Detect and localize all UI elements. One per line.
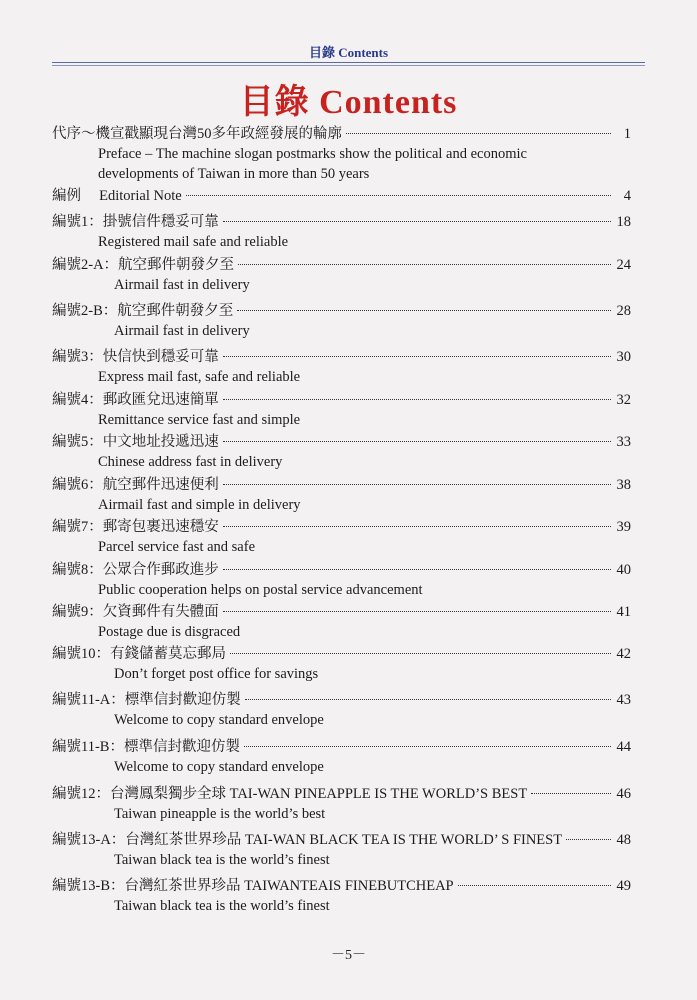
toc-entry-page: 39 bbox=[616, 519, 631, 535]
header-rule-secondary bbox=[52, 65, 645, 66]
toc-entry-row bbox=[52, 301, 631, 321]
toc-entry-page: 24 bbox=[616, 257, 631, 273]
dot-leader bbox=[223, 356, 611, 357]
toc-entry-label: 編號11-B：標準信封歡迎仿製 bbox=[52, 739, 240, 755]
toc-entry[interactable] bbox=[52, 784, 631, 824]
toc-entry-label: 代序～機宣戳顯現台灣50多年政經發展的輪廓 bbox=[52, 126, 342, 142]
dot-leader bbox=[238, 264, 611, 265]
toc-entry-row bbox=[52, 876, 631, 896]
dot-leader bbox=[237, 310, 611, 311]
toc-entry-page: 41 bbox=[616, 604, 631, 620]
toc-entry-label: 編號5：中文地址投遞迅速 bbox=[52, 434, 219, 450]
toc-entry-page: 18 bbox=[616, 214, 631, 230]
toc-entry-row bbox=[52, 517, 631, 537]
toc-entry-label: 編號11-A：標準信封歡迎仿製 bbox=[52, 692, 241, 708]
toc-entry-page: 42 bbox=[616, 646, 631, 662]
toc-entry-label: 編號2-A：航空郵件朝發夕至 bbox=[52, 257, 235, 273]
toc-entry-label: 編號7：郵寄包裹迅速穩安 bbox=[52, 519, 219, 535]
toc-entry-label: 編例 Editorial Note bbox=[52, 188, 182, 204]
page-title: 目錄 Contents bbox=[239, 84, 458, 121]
toc-entry-subtitle: Express mail fast, safe and reliable bbox=[98, 369, 301, 385]
toc-entry-label: 編號3：快信快到穩妥可靠 bbox=[52, 349, 219, 365]
toc-entry-label: 編號13-B：台灣紅茶世界珍品 TAIWANTEAIS FINEBUTCHEAP bbox=[52, 878, 454, 894]
toc-entry-row bbox=[52, 124, 631, 144]
toc-entry[interactable] bbox=[52, 186, 631, 206]
dot-leader bbox=[186, 195, 611, 196]
dot-leader bbox=[223, 399, 611, 400]
toc-entry[interactable] bbox=[52, 301, 631, 341]
toc-entry[interactable] bbox=[52, 124, 631, 184]
toc-entry-page: 40 bbox=[616, 562, 631, 578]
toc-entry-page: 49 bbox=[616, 878, 631, 894]
toc-entry[interactable] bbox=[52, 432, 631, 472]
toc-entry-row bbox=[52, 602, 631, 622]
toc-entry[interactable] bbox=[52, 602, 631, 642]
toc-entry-page: 30 bbox=[616, 349, 631, 365]
toc-entry-row bbox=[52, 432, 631, 452]
toc-entry-page: 1 bbox=[623, 126, 631, 142]
toc-entry-subtitle: Chinese address fast in delivery bbox=[98, 454, 283, 470]
toc-entry-label: 編號9：欠資郵件有失體面 bbox=[52, 604, 219, 620]
dot-leader bbox=[531, 793, 611, 794]
toc-entry-subtitle: Taiwan pineapple is the world’s best bbox=[114, 806, 326, 822]
toc-entry-label: 編號6：航空郵件迅速便利 bbox=[52, 477, 219, 493]
toc-entry-row bbox=[52, 390, 631, 410]
toc-entry-label: 編號2-B：航空郵件朝發夕至 bbox=[52, 303, 234, 319]
toc-entry-subtitle: Taiwan black tea is the world’s finest bbox=[114, 852, 330, 868]
toc-entry-row bbox=[52, 347, 631, 367]
toc-entry-label: 編號4：郵政匯兌迅速簡單 bbox=[52, 392, 219, 408]
toc-entry-row bbox=[52, 255, 631, 275]
toc-entry-row bbox=[52, 212, 631, 232]
toc-entry-subtitle: Registered mail safe and reliable bbox=[98, 234, 289, 250]
toc-entry-page: 38 bbox=[616, 477, 631, 493]
toc-entry-subtitle: Airmail fast and simple in delivery bbox=[98, 497, 301, 513]
toc-entry-subtitle: Don’t forget post office for savings bbox=[114, 666, 319, 682]
toc-entry-page: 4 bbox=[623, 188, 631, 204]
toc-entry-subtitle: Welcome to copy standard envelope bbox=[114, 712, 324, 728]
dot-leader bbox=[223, 484, 611, 485]
toc-entry-subtitle: Postage due is disgraced bbox=[98, 624, 241, 640]
toc-entry-page: 46 bbox=[616, 786, 631, 802]
toc-entry[interactable] bbox=[52, 737, 631, 777]
toc-entry-subtitle: Parcel service fast and safe bbox=[98, 539, 256, 555]
toc-entry[interactable] bbox=[52, 644, 631, 684]
toc-entry-subtitle-continued: developments of Taiwan in more than 50 years bbox=[98, 166, 370, 182]
toc-entry-label: 編號13-A：台灣紅茶世界珍品 TAI-WAN BLACK TEA IS THE WORLD’ S FINEST bbox=[52, 832, 563, 848]
dot-leader bbox=[346, 133, 611, 134]
toc-entry[interactable] bbox=[52, 690, 631, 730]
toc-entry-row bbox=[52, 644, 631, 664]
dot-leader bbox=[223, 526, 611, 527]
toc-entry[interactable] bbox=[52, 390, 631, 430]
toc-entry-page: 44 bbox=[616, 739, 631, 755]
toc-entry-label: 編號10：有錢儲蓄莫忘郵局 bbox=[52, 646, 226, 662]
toc-entry[interactable] bbox=[52, 212, 631, 252]
toc-entry[interactable] bbox=[52, 560, 631, 600]
toc-entry-row bbox=[52, 560, 631, 580]
toc-entry-row bbox=[52, 475, 631, 495]
toc-entry-row bbox=[52, 186, 631, 206]
toc-entry[interactable] bbox=[52, 475, 631, 515]
toc-entry-subtitle: Airmail fast in delivery bbox=[114, 277, 250, 293]
dot-leader bbox=[245, 699, 611, 700]
dot-leader bbox=[244, 746, 611, 747]
toc-entry-label: 編號1：掛號信件穩妥可靠 bbox=[52, 214, 219, 230]
toc-entry-row bbox=[52, 690, 631, 710]
dot-leader bbox=[223, 441, 611, 442]
toc-entry-page: 33 bbox=[616, 434, 631, 450]
toc-entry[interactable] bbox=[52, 347, 631, 387]
toc-entry-label: 編號8：公眾合作郵政進步 bbox=[52, 562, 219, 578]
toc-entry-row bbox=[52, 737, 631, 757]
page-number: －5－ bbox=[331, 948, 366, 963]
dot-leader bbox=[223, 221, 611, 222]
toc-entry-subtitle: Public cooperation helps on postal service advancement bbox=[98, 582, 423, 598]
toc-entry-row bbox=[52, 830, 631, 850]
toc-entry-subtitle: Taiwan black tea is the world’s finest bbox=[114, 898, 330, 914]
toc-entry[interactable] bbox=[52, 255, 631, 295]
toc-entry-page: 28 bbox=[616, 303, 631, 319]
running-header: 目錄 Contents bbox=[308, 45, 389, 60]
toc-entry-page: 48 bbox=[616, 832, 631, 848]
toc-entry-page: 32 bbox=[616, 392, 631, 408]
dot-leader bbox=[230, 653, 611, 654]
dot-leader bbox=[566, 839, 611, 840]
header-rule bbox=[52, 62, 645, 63]
dot-leader bbox=[223, 569, 611, 570]
toc-entry[interactable] bbox=[52, 830, 631, 870]
dot-leader bbox=[223, 611, 611, 612]
toc-entry-subtitle: Remittance service fast and simple bbox=[98, 412, 301, 428]
dot-leader bbox=[458, 885, 611, 886]
toc-entry[interactable] bbox=[52, 876, 631, 916]
toc-entry-subtitle: Welcome to copy standard envelope bbox=[114, 759, 324, 775]
toc-entry-page: 43 bbox=[616, 692, 631, 708]
toc-entry-row bbox=[52, 784, 631, 804]
toc-entry-label: 編號12：台灣鳳梨獨步全球 TAI-WAN PINEAPPLE IS THE WORLD’S BEST bbox=[52, 786, 528, 802]
toc-entry-subtitle: Preface – The machine slogan postmarks show the political and economic bbox=[98, 146, 527, 162]
toc-entry[interactable] bbox=[52, 517, 631, 557]
toc-entry-subtitle: Airmail fast in delivery bbox=[114, 323, 250, 339]
